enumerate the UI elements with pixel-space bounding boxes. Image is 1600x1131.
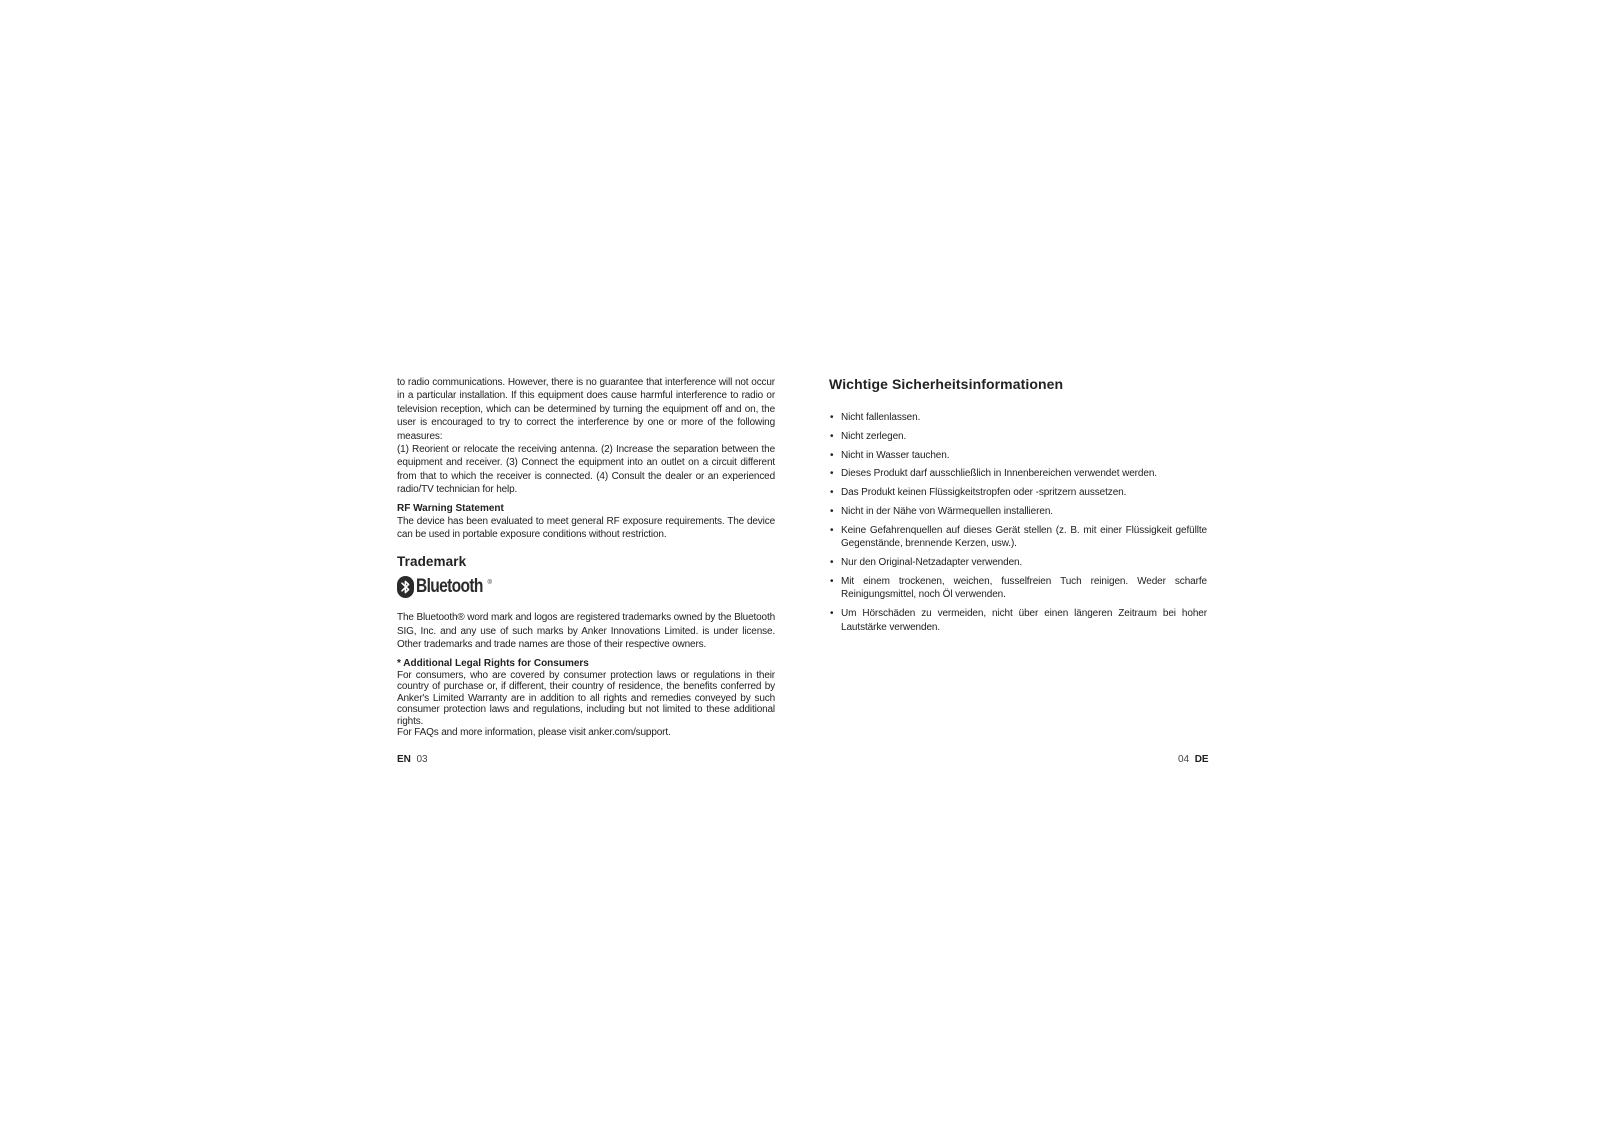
bullet-icon: • [830,575,834,587]
fcc-intro-paragraph: to radio communications. However, there is no guarantee that interference will not occur in a particular installation. If this equipment does cause harmful interference to radio or television reception, which can be determined by turning the equipment off and on, the user is encouraged to try to correct the interference by one or more of the following measures: [397,377,775,442]
bluetooth-rune-icon [397,576,414,598]
page-number-left [397,754,428,765]
list-item [829,486,1207,500]
rf-warning-paragraph: The device has been evaluated to meet general RF exposure requirements. The device can be used in portable exposure conditions without restriction. [397,515,775,541]
list-item-text: Das Produkt keinen Flüssigkeitstropfen oder -spritzern aussetzen. [841,487,1127,499]
bullet-icon: • [830,468,834,480]
bluetooth-logo-registered-mark: ® [487,580,492,587]
bullet-icon: • [830,449,834,461]
left-page-column [397,376,775,739]
page-number: 04 [1178,754,1190,765]
list-item-text: Dieses Produkt darf ausschließlich in Innenbereichen verwendet werden. [841,468,1157,480]
list-item-text: Um Hörschäden zu vermeiden, nicht über einen längeren Zeitraum bei hoher Lautstärke verwenden. [841,608,1207,633]
fcc-measures-paragraph: (1) Reorient or relocate the receiving antenna. (2) Increase the separation between the equipment and receiver. (3) Connect the equipment into an outlet on a circuit different from that to which the receiver is connected. (4) Consult the dealer or an experienced radio/TV technician for help. [397,444,775,496]
bluetooth-logo [397,575,775,599]
safety-list [829,411,1207,634]
list-item [829,575,1207,602]
list-item-text: Keine Gefahrenquellen auf dieses Gerät stellen (z. B. mit einer Flüssigkeit gefüllte Gegenstände, brennende Kerzen, usw.). [841,524,1207,550]
list-item-text: Mit einem trockenen, weichen, fusselfreien Tuch reinigen. Weder scharfe Reinigungsmittel, noch Öl verwenden. [841,575,1207,601]
rf-warning-heading: RF Warning Statement [397,502,504,514]
list-item-text: Nur den Original-Netzadapter verwenden. [841,557,1023,569]
page-language-label: DE [1194,754,1209,765]
list-item [829,411,1207,425]
trademark-heading: Trademark [397,554,467,570]
list-item [829,524,1207,551]
legal-rights-paragraph: For consumers, who are covered by consumer protection laws or regulations in their country of purchase or, if different, their country of residence, the benefits conferred by Anker's Limited Warranty are in addition to all rights and remedies conveyed by such consumer protection laws and regulations, including but not limited to these additional rights. [397,669,775,727]
bullet-icon: • [830,557,834,569]
list-item-text: Nicht fallenlassen. [841,412,921,423]
list-item [829,505,1207,519]
support-paragraph: For FAQs and more information, please visit anker.com/support. [397,727,671,739]
bullet-icon: • [830,412,834,423]
list-item-text: Nicht in Wasser tauchen. [841,449,950,461]
list-item [829,467,1207,481]
page-language-label: EN [397,754,411,765]
list-item [829,556,1207,570]
trademark-paragraph: The Bluetooth® word mark and logos are registered trademarks owned by the Bluetooth SIG, Inc. and any use of such marks by Anker Innovations Limited. is under license. Other trademarks and trade names are those of their respective owners. [397,612,775,651]
legal-rights-heading: * Additional Legal Rights for Consumers [397,657,589,669]
page-number-right [1178,754,1209,765]
list-item-text: Nicht zerlegen. [841,430,907,442]
list-item [829,607,1207,634]
list-item [829,430,1207,444]
bullet-icon: • [830,524,834,536]
bluetooth-logo-wordmark: Bluetooth [416,576,483,598]
list-item-text: Nicht in der Nähe von Wärmequellen installieren. [841,505,1053,517]
bullet-icon: • [830,608,834,620]
page-number: 03 [416,754,428,765]
list-item [829,449,1207,463]
safety-info-title: Wichtige Sicherheitsinformationen [829,376,1064,392]
bullet-icon: • [830,430,834,442]
right-page-column [829,376,1207,640]
bullet-icon: • [830,487,834,499]
bullet-icon: • [830,505,834,517]
